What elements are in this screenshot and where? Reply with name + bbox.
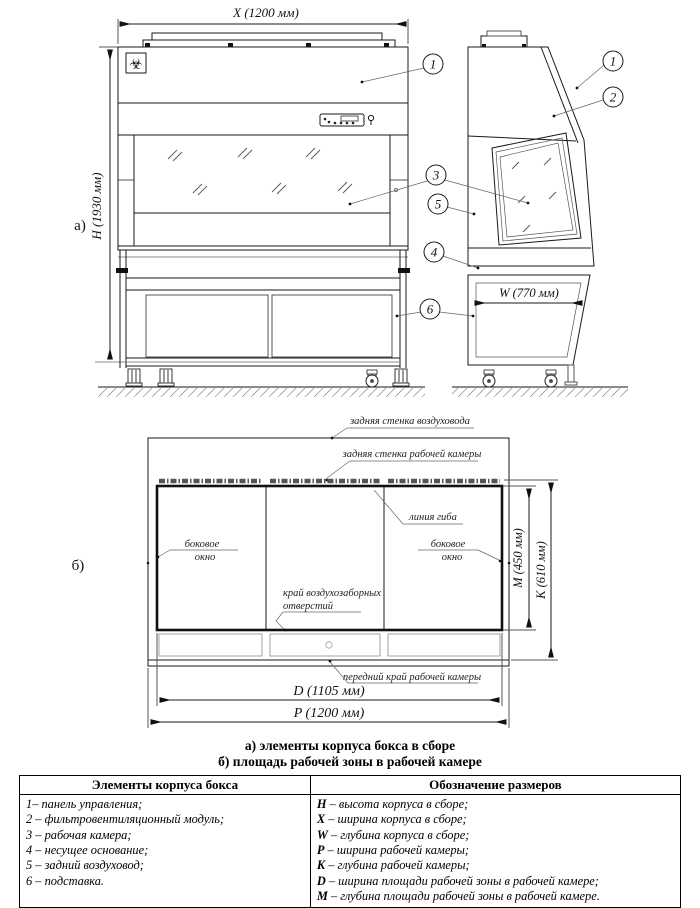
leveling-foot [393, 369, 409, 386]
dimension-H [89, 47, 128, 362]
side-base [468, 275, 590, 387]
caster-wheel [483, 370, 495, 387]
legend-size-item: K – глубина рабочей камеры; [316, 858, 470, 873]
legend-element-item: 4 – несущее основание; [26, 842, 149, 857]
front-window [118, 135, 408, 246]
leveling-foot [126, 369, 142, 386]
caster-wheel [545, 370, 557, 387]
ground-hatch [98, 388, 425, 397]
dimension-X [118, 5, 408, 44]
legend-element-item: 6 – подставка. [26, 873, 105, 888]
legend-elements-cell [20, 794, 311, 908]
figure-captions [0, 738, 700, 770]
legend-element-item: 2 – фильтровентиляционный модуль; [26, 812, 225, 827]
dim-M-label: M (450 мм) [511, 528, 525, 588]
side-window [492, 133, 581, 245]
legend-element-item: 1– панель управления; [26, 796, 143, 811]
callout-1-front [361, 54, 443, 83]
legend-header-sizes: Обозначение размеров [310, 775, 680, 794]
svg-text:боковое: боковое [430, 539, 466, 550]
legend-element-item: 3 – рабочая камера; [26, 827, 132, 842]
dim-W-label: W (770 мм) [499, 286, 559, 300]
callout-6 [396, 299, 475, 319]
view-b-label: б) [71, 558, 85, 574]
svg-text:линия гиба: линия гиба [409, 512, 457, 523]
dimension-M [503, 486, 536, 630]
legend-size-item: P – ширина рабочей камеры; [316, 842, 470, 857]
dim-K-label: K (610 мм) [534, 541, 548, 599]
leveling-foot [565, 365, 577, 385]
side-view [452, 31, 628, 397]
legend-table [19, 775, 681, 908]
caster-wheel [366, 370, 378, 387]
label-side-window-left [157, 539, 238, 563]
biohazard-icon [126, 53, 146, 73]
control-panel [320, 114, 374, 126]
label-rear-duct-wall [331, 416, 474, 439]
svg-text:5: 5 [434, 196, 442, 212]
view-a-label: а) [74, 218, 86, 234]
svg-text:окно: окно [194, 552, 216, 563]
label-air-intake-edge [276, 588, 381, 631]
dim-X-label: X (1200 мм) [233, 5, 299, 20]
legend-sizes-cell [310, 794, 680, 908]
front-view [74, 5, 425, 397]
caption-b: б) площадь рабочей зоны в рабочей камере [218, 753, 482, 769]
callout-4 [424, 242, 479, 269]
plan-view [72, 416, 558, 728]
dimension-W [475, 286, 582, 303]
svg-text:боковое: боковое [184, 539, 220, 550]
stand [116, 250, 410, 387]
legend-header-elements: Элементы корпуса бокса [20, 775, 311, 794]
leveling-foot [158, 369, 174, 386]
dim-P-label: P (1200 мм) [293, 706, 365, 721]
svg-text:☣: ☣ [129, 55, 143, 73]
svg-text:край воздухозаборных: край воздухозаборных [283, 588, 381, 599]
legend-size-item: H – высота корпуса в сборе; [316, 796, 469, 811]
front-grilles [159, 634, 500, 656]
svg-text:окно: окно [441, 552, 463, 563]
dim-H-label: H (1930 мм) [89, 172, 104, 240]
dim-D-label: D (1105 мм) [293, 684, 365, 699]
svg-text:2: 2 [609, 89, 617, 105]
legend-element-item: 5 – задний воздуховод; [26, 858, 144, 873]
callout-1-side [576, 51, 623, 89]
label-fold-line [374, 490, 463, 524]
legend-size-item: M – глубина площади рабочей зоны в рабочей камере. [316, 889, 600, 904]
key-switch-icon [368, 115, 373, 125]
svg-text:4: 4 [430, 244, 438, 260]
svg-text:передний край рабочей камеры: передний край рабочей камеры [342, 672, 482, 683]
label-front-edge [329, 660, 482, 683]
svg-text:1: 1 [609, 53, 617, 69]
svg-text:3: 3 [432, 167, 440, 183]
caption-a: а) элементы корпуса бокса в сборе [244, 738, 456, 753]
glass-hatch-marks [168, 148, 352, 195]
svg-text:6: 6 [426, 301, 434, 317]
legend-size-item: X – ширина корпуса в сборе; [316, 812, 467, 827]
ground-hatch [452, 388, 628, 397]
label-rear-chamber-wall [326, 449, 482, 481]
callout-2 [553, 87, 623, 117]
legend-size-item: D – ширина площади рабочей зоны в рабочей камере; [316, 873, 599, 888]
legend-size-item: W – глубина корпуса в сборе; [316, 827, 470, 842]
svg-text:отверстий: отверстий [283, 601, 334, 612]
svg-text:1: 1 [429, 56, 437, 72]
svg-text:задняя стенка рабочей камеры: задняя стенка рабочей камеры [342, 449, 482, 460]
svg-text:задняя стенка воздуховода: задняя стенка воздуховода [350, 416, 470, 427]
label-side-window-right [418, 539, 501, 563]
